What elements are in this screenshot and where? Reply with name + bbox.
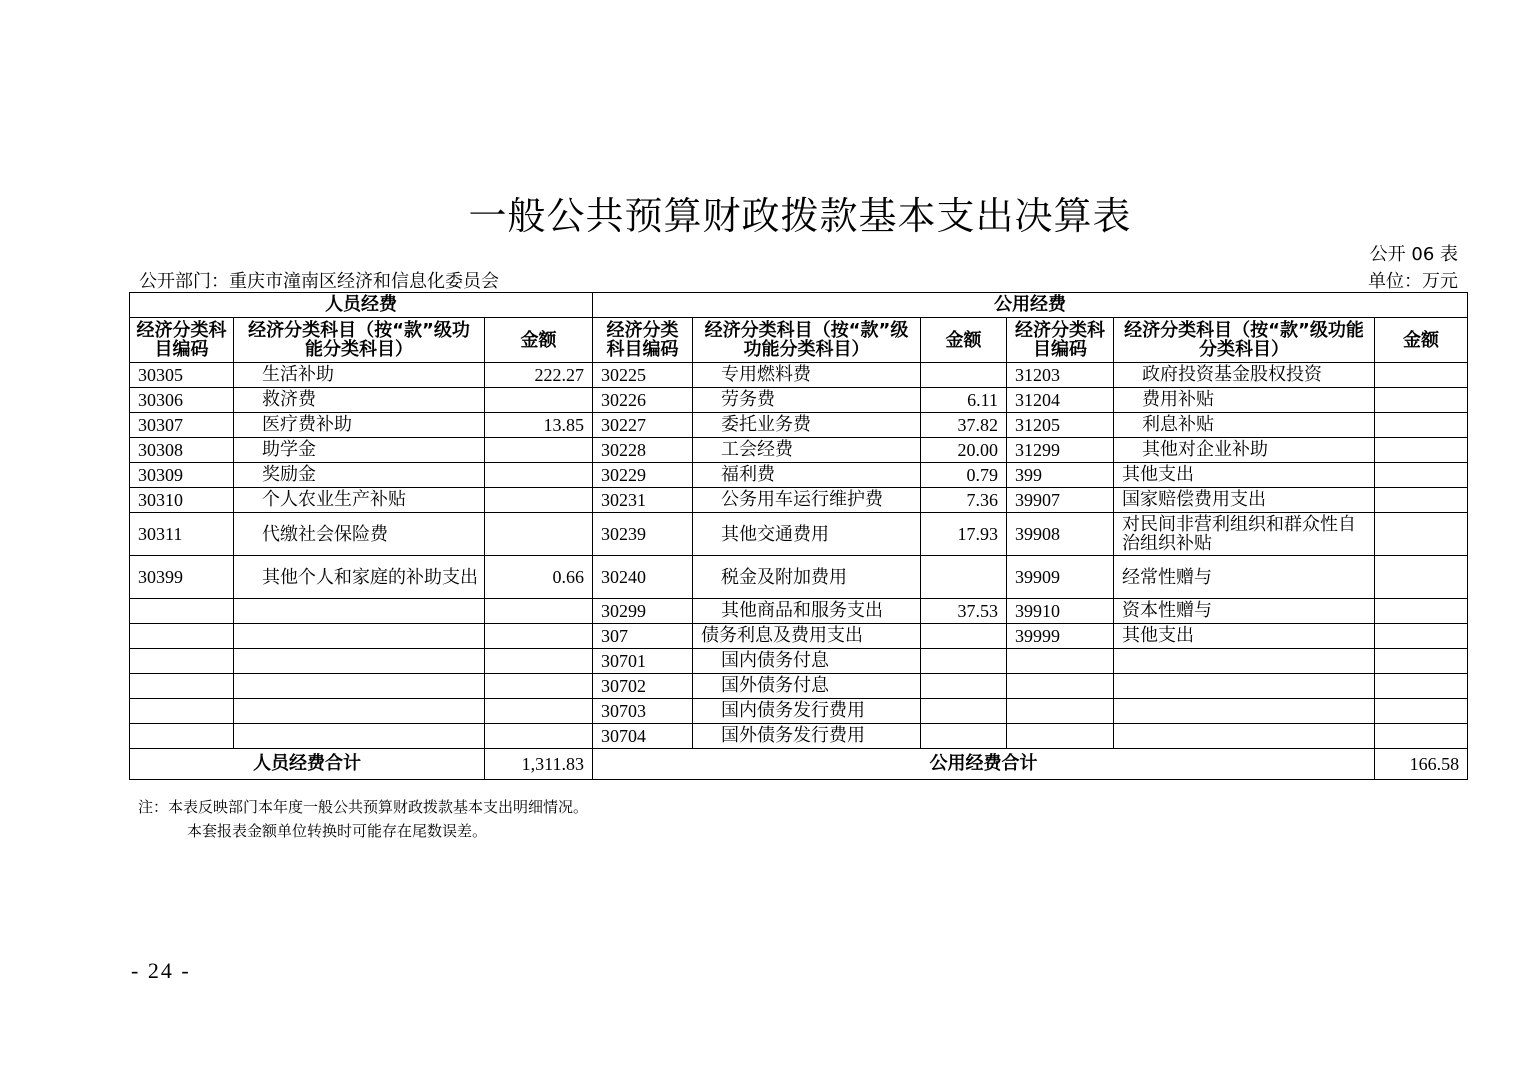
name-cell xyxy=(234,724,485,749)
table-row xyxy=(130,363,1468,388)
amount-cell: 222.27 xyxy=(485,363,593,388)
amount-cell xyxy=(485,699,593,724)
code-cell: 30399 xyxy=(130,556,234,599)
code-cell: 30305 xyxy=(130,363,234,388)
amount-cell xyxy=(1375,388,1468,413)
name-cell: 费用补贴 xyxy=(1114,388,1375,413)
header-amount: 金额 xyxy=(921,318,1007,363)
note-line-2: 本套报表金额单位转换时可能存在尾数误差。 xyxy=(187,822,488,840)
amount-cell xyxy=(1375,513,1468,556)
table-row xyxy=(130,699,1468,724)
amount-cell xyxy=(921,674,1007,699)
amount-cell xyxy=(1375,724,1468,749)
code-cell: 30229 xyxy=(593,463,693,488)
name-cell: 经常性赠与 xyxy=(1114,556,1375,599)
amount-cell xyxy=(1375,624,1468,649)
amount-cell xyxy=(921,649,1007,674)
code-cell: 39908 xyxy=(1007,513,1114,556)
code-cell: 39910 xyxy=(1007,599,1114,624)
header-code: 经济分类科目编码 xyxy=(593,318,693,363)
department-label: 公开部门：重庆市潼南区经济和信息化委员会 xyxy=(139,271,499,292)
code-cell: 30228 xyxy=(593,438,693,463)
note-line-1: 注：本表反映部门本年度一般公共预算财政拨款基本支出明细情况。 xyxy=(138,798,589,816)
amount-cell xyxy=(1375,599,1468,624)
name-cell xyxy=(234,674,485,699)
header-personnel: 人员经费 xyxy=(130,293,593,318)
header-name: 经济分类科目（按“款”级功能分类科目） xyxy=(1114,318,1375,363)
page-number: - 24 - xyxy=(131,958,191,983)
header-name: 经济分类科目（按“款”级功能分类科目） xyxy=(234,318,485,363)
code-cell: 30299 xyxy=(593,599,693,624)
name-cell xyxy=(1114,699,1375,724)
code-cell: 30308 xyxy=(130,438,234,463)
amount-cell xyxy=(921,624,1007,649)
code-cell: 30309 xyxy=(130,463,234,488)
code-cell: 30225 xyxy=(593,363,693,388)
amount-cell: 20.00 xyxy=(921,438,1007,463)
amount-cell: 7.36 xyxy=(921,488,1007,513)
name-cell: 政府投资基金股权投资 xyxy=(1114,363,1375,388)
code-cell: 31299 xyxy=(1007,438,1114,463)
amount-cell: 0.66 xyxy=(485,556,593,599)
amount-cell xyxy=(921,699,1007,724)
budget-table xyxy=(129,292,1468,780)
code-cell: 30227 xyxy=(593,413,693,438)
code-cell xyxy=(130,624,234,649)
code-cell: 30704 xyxy=(593,724,693,749)
name-cell xyxy=(234,624,485,649)
header-name: 经济分类科目（按“款”级功能分类科目） xyxy=(693,318,921,363)
amount-cell xyxy=(1375,699,1468,724)
header-amount: 金额 xyxy=(485,318,593,363)
personnel-total-label: 人员经费合计 xyxy=(130,749,485,780)
code-cell: 30702 xyxy=(593,674,693,699)
name-cell: 福利费 xyxy=(693,463,921,488)
name-cell: 资本性赠与 xyxy=(1114,599,1375,624)
code-cell: 30311 xyxy=(130,513,234,556)
amount-cell xyxy=(485,463,593,488)
amount-cell: 6.11 xyxy=(921,388,1007,413)
name-cell xyxy=(234,649,485,674)
name-cell: 其他商品和服务支出 xyxy=(693,599,921,624)
amount-cell xyxy=(1375,413,1468,438)
name-cell: 救济费 xyxy=(234,388,485,413)
form-number: 公开 06 表 xyxy=(1369,244,1458,265)
code-cell: 30231 xyxy=(593,488,693,513)
table-row xyxy=(130,599,1468,624)
amount-cell xyxy=(485,438,593,463)
name-cell: 其他支出 xyxy=(1114,624,1375,649)
name-cell: 国家赔偿费用支出 xyxy=(1114,488,1375,513)
amount-cell xyxy=(485,599,593,624)
name-cell: 债务利息及费用支出 xyxy=(693,624,921,649)
code-cell: 39999 xyxy=(1007,624,1114,649)
code-cell xyxy=(130,699,234,724)
name-cell: 委托业务费 xyxy=(693,413,921,438)
amount-cell xyxy=(485,624,593,649)
name-cell: 公务用车运行维护费 xyxy=(693,488,921,513)
name-cell xyxy=(1114,649,1375,674)
code-cell xyxy=(1007,724,1114,749)
code-cell: 30240 xyxy=(593,556,693,599)
name-cell xyxy=(234,699,485,724)
amount-cell: 37.53 xyxy=(921,599,1007,624)
name-cell xyxy=(1114,674,1375,699)
amount-cell xyxy=(485,488,593,513)
code-cell: 39907 xyxy=(1007,488,1114,513)
table-row xyxy=(130,556,1468,599)
table-row xyxy=(130,438,1468,463)
amount-cell xyxy=(485,388,593,413)
name-cell: 国外债务付息 xyxy=(693,674,921,699)
name-cell: 生活补助 xyxy=(234,363,485,388)
amount-cell xyxy=(921,556,1007,599)
amount-cell: 0.79 xyxy=(921,463,1007,488)
page-title: 一般公共预算财政拨款基本支出决算表 xyxy=(468,194,1132,238)
public-total-label: 公用经费合计 xyxy=(593,749,1375,780)
code-cell: 307 xyxy=(593,624,693,649)
name-cell: 专用燃料费 xyxy=(693,363,921,388)
header-code: 经济分类科目编码 xyxy=(1007,318,1114,363)
amount-cell xyxy=(1375,463,1468,488)
name-cell: 个人农业生产补贴 xyxy=(234,488,485,513)
table-row xyxy=(130,413,1468,438)
amount-cell xyxy=(1375,488,1468,513)
table-row xyxy=(130,488,1468,513)
code-cell: 30239 xyxy=(593,513,693,556)
table-row xyxy=(130,463,1468,488)
header-public: 公用经费 xyxy=(593,293,1468,318)
code-cell: 30701 xyxy=(593,649,693,674)
code-cell: 30306 xyxy=(130,388,234,413)
public-total-amount: 166.58 xyxy=(1375,749,1468,780)
name-cell: 助学金 xyxy=(234,438,485,463)
name-cell: 利息补贴 xyxy=(1114,413,1375,438)
table-row xyxy=(130,513,1468,556)
personnel-total-amount: 1,311.83 xyxy=(485,749,593,780)
table-row xyxy=(130,724,1468,749)
header-code: 经济分类科目编码 xyxy=(130,318,234,363)
name-cell xyxy=(1114,724,1375,749)
table-row xyxy=(130,674,1468,699)
amount-cell xyxy=(921,724,1007,749)
name-cell: 其他支出 xyxy=(1114,463,1375,488)
table-row xyxy=(130,388,1468,413)
amount-cell: 37.82 xyxy=(921,413,1007,438)
amount-cell xyxy=(485,674,593,699)
code-cell: 30307 xyxy=(130,413,234,438)
code-cell: 30703 xyxy=(593,699,693,724)
name-cell: 医疗费补助 xyxy=(234,413,485,438)
name-cell: 国内债务发行费用 xyxy=(693,699,921,724)
unit-label: 单位：万元 xyxy=(1368,271,1458,292)
amount-cell xyxy=(485,724,593,749)
code-cell xyxy=(130,724,234,749)
name-cell xyxy=(234,599,485,624)
name-cell: 奖励金 xyxy=(234,463,485,488)
amount-cell xyxy=(1375,363,1468,388)
name-cell: 对民间非营利组织和群众性自治组织补贴 xyxy=(1114,513,1375,556)
code-cell xyxy=(130,649,234,674)
amount-cell: 13.85 xyxy=(485,413,593,438)
amount-cell xyxy=(1375,674,1468,699)
name-cell: 国内债务付息 xyxy=(693,649,921,674)
name-cell: 工会经费 xyxy=(693,438,921,463)
code-cell xyxy=(1007,649,1114,674)
code-cell: 30310 xyxy=(130,488,234,513)
code-cell: 31205 xyxy=(1007,413,1114,438)
code-cell xyxy=(130,674,234,699)
code-cell: 30226 xyxy=(593,388,693,413)
amount-cell xyxy=(1375,556,1468,599)
code-cell xyxy=(1007,699,1114,724)
amount-cell xyxy=(1375,438,1468,463)
name-cell: 劳务费 xyxy=(693,388,921,413)
amount-cell xyxy=(485,513,593,556)
code-cell xyxy=(1007,674,1114,699)
name-cell: 其他交通费用 xyxy=(693,513,921,556)
amount-cell xyxy=(1375,649,1468,674)
header-amount: 金额 xyxy=(1375,318,1468,363)
table-row xyxy=(130,624,1468,649)
name-cell: 其他对企业补助 xyxy=(1114,438,1375,463)
name-cell: 税金及附加费用 xyxy=(693,556,921,599)
name-cell: 其他个人和家庭的补助支出 xyxy=(234,556,485,599)
amount-cell: 17.93 xyxy=(921,513,1007,556)
code-cell: 31204 xyxy=(1007,388,1114,413)
amount-cell xyxy=(921,363,1007,388)
amount-cell xyxy=(485,649,593,674)
code-cell: 399 xyxy=(1007,463,1114,488)
name-cell: 国外债务发行费用 xyxy=(693,724,921,749)
code-cell: 39909 xyxy=(1007,556,1114,599)
name-cell: 代缴社会保险费 xyxy=(234,513,485,556)
code-cell xyxy=(130,599,234,624)
table-row xyxy=(130,649,1468,674)
code-cell: 31203 xyxy=(1007,363,1114,388)
